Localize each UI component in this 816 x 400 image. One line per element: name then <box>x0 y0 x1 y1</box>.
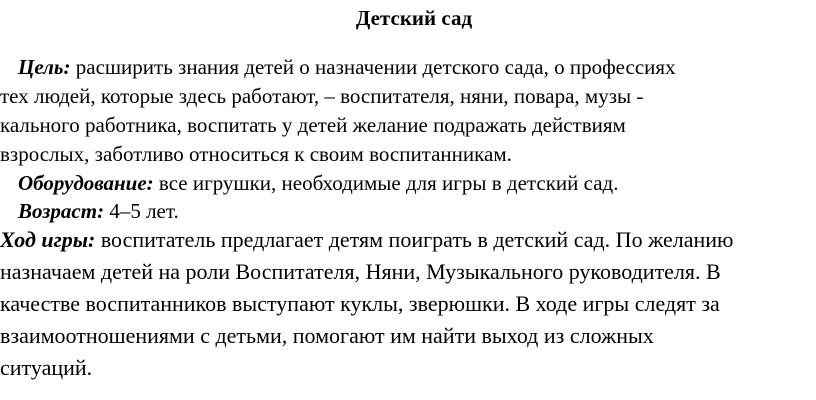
game-flow-label: Ход игры: <box>0 227 96 252</box>
age-text: 4–5 лет. <box>109 199 179 223</box>
goal-line-2: тех людей, которые здесь работают, – воспитателя, няни, повара, музы - <box>0 84 644 108</box>
age-label: Возраст: <box>18 199 105 223</box>
equipment-label: Оборудование: <box>18 171 154 195</box>
goal-text-1: расширить знания детей о назначении детского сада, о профессиях <box>75 55 676 79</box>
equipment-text: все игрушки, необходимые для игры в детский сад. <box>158 171 619 195</box>
age-line <box>18 199 179 223</box>
goal-line-4: взрослых, заботливо относиться к своим воспитанникам. <box>0 142 512 166</box>
goal-label: Цель: <box>18 55 71 79</box>
goal-line-1 <box>18 55 676 79</box>
game-flow-line-1 <box>0 228 733 252</box>
game-flow-line-5: ситуаций. <box>0 355 93 380</box>
game-flow-text-1: воспитатель предлагает детям поиграть в детский сад. По желанию <box>100 227 734 252</box>
game-flow-line-3: качестве воспитанников выступают куклы, зверюшки. В ходе игры следят за <box>0 291 720 316</box>
goal-line-3: кального работника, воспитать у детей желание подражать действиям <box>0 113 626 137</box>
game-flow-line-2: назначаем детей на роли Воспитателя, Няни, Музыкального руководителя. В <box>0 259 721 284</box>
game-flow-line-4: взаимоотношениями с детьми, помогают им найти выход из сложных <box>0 323 654 348</box>
equipment-line <box>18 171 618 195</box>
document-title: Детский сад <box>355 6 473 30</box>
